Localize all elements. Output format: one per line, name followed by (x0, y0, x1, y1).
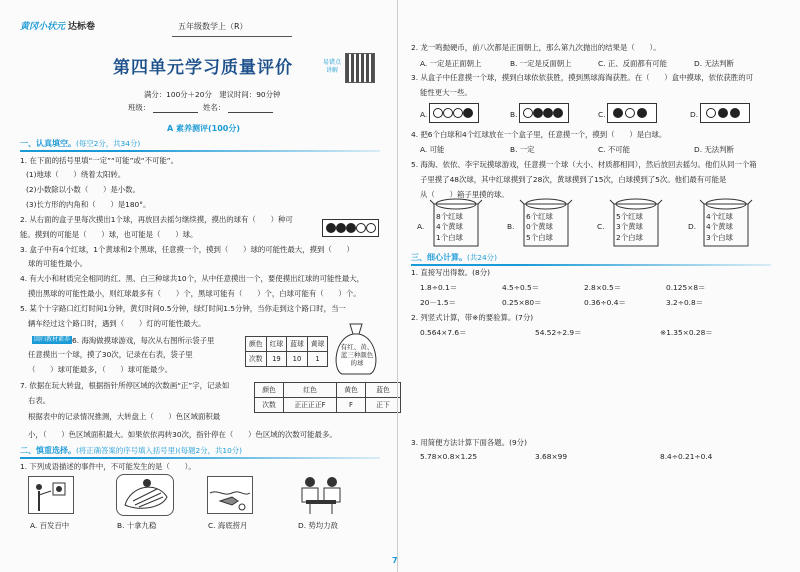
q1-7c: 根据表中的记录情况推测，大转盘上（ ）色区域面积最 (28, 412, 221, 421)
q2-3-opt-d: D. (690, 110, 699, 119)
table-cell: 红色 (284, 383, 337, 398)
table-cell: 次数 (255, 398, 284, 413)
table-cell: 1 (307, 352, 328, 367)
calc-1-4: 0.125×8＝ (666, 283, 706, 292)
box-line: 4个红球 (706, 212, 733, 221)
box-line: 4个黄球 (436, 222, 463, 232)
calc-1-3: 2.8×0.5＝ (584, 283, 622, 292)
q2-3-opt-c: C. (598, 110, 606, 119)
section3-heading: 三、细心计算。 (411, 253, 467, 262)
table-cell: 蓝色 (366, 383, 401, 398)
box-line: 6个红球 (526, 212, 553, 221)
q1-1-a: (1)地球（ ）绕着太阳转。 (26, 170, 126, 179)
q3-1: 1. 直接写出得数。(8分) (411, 268, 490, 277)
q1-3a: 3. 盒子中有4个红球，1个黄球和2个黑球，任意摸一个，摸到（ ）球的可能性最大，摸到（ ） (20, 245, 354, 254)
qr-code-icon (345, 53, 375, 83)
box-line: 3个黄球 (616, 222, 643, 232)
q2-1-opt-b: B. 十拿九稳 (117, 521, 157, 530)
section2-title (20, 446, 242, 456)
section3-title (411, 253, 497, 263)
box-a (429, 103, 479, 123)
q2-2-opt-c: C. 正、反面都有可能 (598, 59, 667, 68)
section1-title (20, 139, 140, 149)
q1-7b: 右表。 (28, 396, 51, 405)
box-line: 8个红球 (436, 212, 463, 221)
q2-5-box-b (526, 212, 553, 243)
q2-5b: 子里摸了48次球，其中红球摸到了28次，黄球摸到了15次，白球摸到了5次。他们最有可能是 (420, 175, 727, 184)
table-cell: 10 (287, 352, 308, 367)
q2-3a: 3. 从盒子中任意摸一个球，摸到白球依依获胜，摸到黑球海淘获胜。在（ ）盒中摸球，依依获胜的可 (411, 73, 753, 82)
q6-table (245, 336, 328, 367)
table-cell: 正下 (366, 398, 401, 413)
q2-1: 1. 下列成语描述的事件中，不可能发生的是（ ）。 (20, 462, 196, 471)
q2-4-opt-a: A. 可能 (420, 145, 445, 154)
box-line: 5个白球 (526, 232, 553, 242)
q1-7a: 7. 依据在玩大转盘，根据指针所停区域的次数画“正”字，记录如 (20, 381, 230, 390)
q1-6a: 6. 海淘做摸球游戏，每次从右图所示袋子里 (72, 336, 215, 345)
table-cell: 红球 (266, 337, 287, 352)
q1-4b: 摸出黑球的可能性最小，则红球最多有（ ）个，黑球可能有（ ）个，白球可能有（ ）个。 (28, 289, 361, 298)
table-cell: 黄球 (307, 337, 328, 352)
picture-moon-sea (207, 476, 253, 514)
table-cell: 蓝球 (287, 337, 308, 352)
picture-grab (116, 474, 174, 516)
table-cell: 颜色 (255, 383, 284, 398)
q1-3b: 球的可能性最小。 (28, 259, 88, 268)
q1-6b: 任意摸出一个球，摸了30次，记录在右表，袋子里 (28, 350, 193, 359)
brand-logo: 黄冈小状元 (20, 22, 66, 32)
calc-4-2: 3.68×99 (535, 452, 568, 461)
q2-5-label-d: D. (688, 222, 697, 231)
q1-5b: 辆车经过这个路口时，遇到（ ）灯的可能性最大。 (28, 319, 206, 328)
table-cell: 黄色 (337, 383, 366, 398)
box-line: 2个白球 (616, 232, 643, 242)
q7-table (254, 382, 401, 413)
q2-4: 4. 把6个白球和4个红球放在一个盒子里，任意摸一个，摸到（ ）是白球。 (411, 130, 667, 139)
q1-6c: （ ）球可能最多，（ ）球可能最少。 (28, 365, 173, 374)
calc-1-2: 4.5÷0.5＝ (502, 283, 540, 292)
section1-note: (每空2分，共34分) (76, 139, 141, 148)
section1-heading: 一、认真填空。 (20, 139, 76, 148)
q1-2b: 能。摸到的可能是（ ）球，也可能是（ ）球。 (20, 230, 198, 239)
q2-1-opt-d: D. 势均力敌 (298, 521, 338, 530)
box-c (607, 103, 657, 123)
picture-archery (28, 476, 74, 514)
q2-2-opt-a: A. 一定是正面朝上 (420, 59, 482, 68)
picture-chess (298, 474, 344, 514)
calc-2-1: 20－1.5＝ (420, 298, 456, 307)
box-b (519, 103, 569, 123)
q1-1: 1. 在下面的括号里填“一定”“可能”或“不可能”。 (20, 156, 179, 165)
ball-box-icon (322, 219, 379, 237)
q2-3b: 能性更大一些。 (420, 88, 472, 97)
page-title: 第四单元学习质量评价 (113, 58, 293, 78)
q2-2: 2. 龙一鸣抛硬币，前八次都是正面朝上，那么第九次抛出的结果是（ ）。 (411, 43, 661, 52)
q2-1-opt-c: C. 海底捞月 (208, 521, 248, 530)
q2-5-label-c: C. (597, 222, 605, 231)
box-line: 4个黄球 (706, 222, 733, 232)
section2-heading: 二、慎重选择。 (20, 446, 76, 455)
grade-label: 五年级数学上（R） (178, 22, 248, 31)
table-cell: 19 (266, 352, 287, 367)
q2-5-box-d (706, 212, 733, 243)
calc-3-1: 0.564×7.6＝ (420, 328, 467, 337)
q2-1-opt-a: A. 百发百中 (30, 521, 70, 530)
booklet-label: 达标卷 (68, 22, 96, 32)
q2-5a: 5. 海淘、依依、李宇玩摸球游戏，任意摸一个球（大小、材质都相同），然后放回去摇匀。他们从同一个箱 (411, 160, 757, 169)
section2-note: (将正确答案的序号填入括号里)(每题2分，共10分) (76, 446, 243, 455)
q2-5-box-c (616, 212, 643, 243)
calc-2-4: 3.2÷0.8＝ (666, 298, 704, 307)
calc-1-1: 1.8÷0.1＝ (420, 283, 458, 292)
calc-2-3: 0.36÷0.4＝ (584, 298, 626, 307)
q2-5-label-b: B. (507, 222, 515, 231)
calc-2-2: 0.25×80＝ (502, 298, 542, 307)
q2-5c: 从（ ）箱子里摸的球。 (420, 190, 509, 199)
q2-4-opt-b: B. 一定 (510, 145, 535, 154)
q1-4a: 4. 有大小和材质完全相同的红、黑、白三种球共10个，从中任意摸出一个，要使摸出红球的可能性最大， (20, 274, 364, 283)
q1-1-c: (3)长方形的内角和（ ）是180°。 (26, 200, 151, 209)
q1-1-b: (2)小数除以小数（ ）是小数。 (26, 185, 140, 194)
calc-4-3: 8.4÷0.21÷0.4 (660, 452, 713, 461)
q1-7d: 小，（ ）色区域面积最大。如果依依再转30次，指针停在（ ）色区域的次数可能最多。 (28, 430, 337, 439)
box-line: 5个红球 (616, 212, 643, 221)
table-cell: 正正正正F (284, 398, 337, 413)
q2-4-opt-d: D. 无法判断 (694, 145, 734, 154)
q2-5-box-a (436, 212, 463, 243)
box-line: 1个白球 (436, 232, 463, 242)
name-label: 姓名： (203, 103, 226, 112)
part-a-title: A 素养测评(100分) (167, 124, 240, 133)
bag-text: 有红、黄、蓝三种颜色的球 (340, 343, 374, 367)
q1-6-tag: 回归教材素养 (34, 336, 71, 343)
q2-2-opt-d: D. 无法判断 (694, 59, 734, 68)
q2-2-opt-b: B. 一定是反面朝上 (510, 59, 572, 68)
q3-3: 3. 用简便方法计算下面各题。(9分) (411, 438, 527, 447)
box-line: 0个黄球 (526, 222, 553, 232)
calc-3-2: 54.52÷2.9＝ (535, 328, 582, 337)
box-line: 3个白球 (706, 232, 733, 242)
box-d (700, 103, 750, 123)
q2-3-opt-b: B. (510, 110, 518, 119)
section3-note: (共24分) (467, 253, 497, 262)
q2-5-label-a: A. (417, 222, 425, 231)
table-cell: 次数 (246, 352, 267, 367)
score-line: 满分：100分＋20分 建议时间：90分钟 (144, 90, 281, 99)
page-number: 7 (392, 556, 398, 565)
table-cell: F (337, 398, 366, 413)
table-cell: 颜色 (246, 337, 267, 352)
q2-3-opt-a: A. (420, 110, 428, 119)
q1-5a: 5. 某个十字路口红灯时间1分钟，黄灯时间0.5分钟，绿灯时间1.5分钟，当你走到这个路口时，当一 (20, 304, 346, 313)
q2-4-opt-c: C. 不可能 (598, 145, 631, 154)
calc-4-1: 5.78×0.8×1.25 (420, 452, 478, 461)
q3-2: 2. 列竖式计算，带※的要验算。(7分) (411, 313, 534, 322)
class-label: 班级： (128, 103, 151, 112)
q1-2a: 2. 从右面的盒子里每次摸出1个球，再放回去摇匀继续摸，摸出的球有（ ）种可 (20, 215, 293, 224)
qr-label: 易错点讲解 (322, 59, 341, 74)
calc-3-3: ※1.35×0.28＝ (660, 328, 713, 337)
